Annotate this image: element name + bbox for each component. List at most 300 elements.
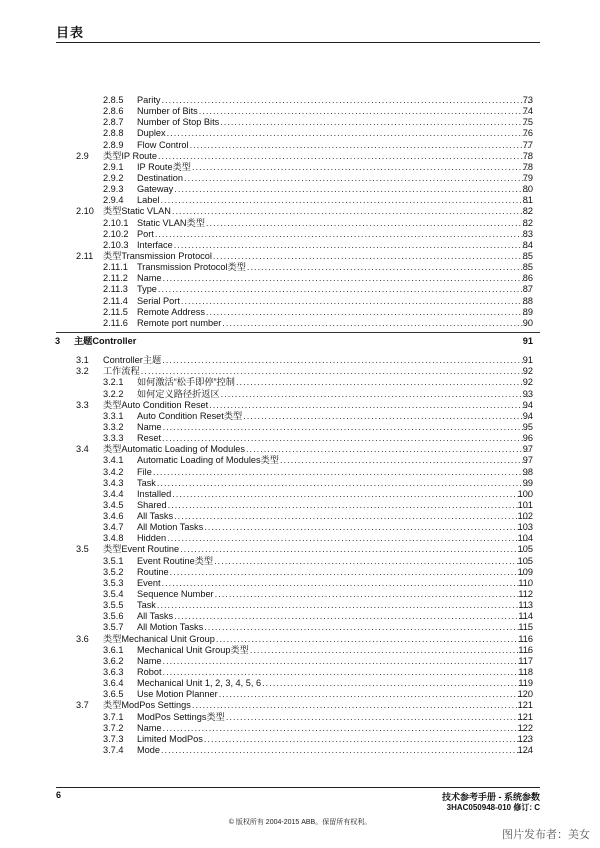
toc-entry-number: 3.6.2 — [103, 655, 124, 666]
toc-entry-title-wrap — [137, 533, 529, 544]
toc-entry[interactable] — [0, 734, 600, 745]
footer-copyright: © 版权所有 2004-2015 ABB。保留所有权利。 — [228, 819, 372, 826]
toc-entry-title: Type — [137, 284, 157, 295]
toc-entry-page: 80 — [522, 184, 533, 195]
toc-dot-leader — [204, 734, 529, 745]
toc-entry-number: 3.3.1 — [103, 410, 124, 421]
toc-entry-number: 3.6.1 — [103, 644, 124, 655]
toc-entry[interactable] — [0, 173, 600, 184]
toc-entry-number: 3.4 — [76, 444, 89, 455]
toc-entry-number: 3.2.1 — [103, 377, 124, 388]
toc-entry-title-wrap — [137, 262, 529, 273]
toc-dot-leader — [213, 251, 529, 262]
toc-entry-page: 103 — [517, 522, 533, 533]
toc-entry-number: 2.8.5 — [103, 95, 124, 105]
toc-entry[interactable] — [0, 284, 600, 295]
toc-entry-title: 类型Event Routine — [103, 544, 180, 555]
watermark-text: 图片发布者：美女 — [502, 829, 590, 841]
toc-entry-title: Static VLAN类型 — [137, 217, 205, 228]
header-rule — [56, 42, 540, 43]
toc-entry-number: 2.11.6 — [103, 317, 128, 328]
toc-entry-title-wrap — [137, 318, 529, 329]
toc-entry-number: 3.7 — [76, 700, 89, 711]
toc-entry-title-wrap — [137, 622, 529, 633]
toc-entry-page: 105 — [517, 555, 533, 566]
toc-entry-number: 3.5 — [76, 544, 89, 555]
toc-entry-title: 如何定义路径折返区 — [137, 388, 220, 399]
toc-entry-page: 123 — [517, 733, 533, 744]
toc-entry-title-wrap — [137, 578, 529, 589]
toc-entry[interactable] — [0, 478, 600, 489]
toc-entry-page: 117 — [518, 655, 533, 666]
toc-entry-title: Event — [137, 577, 161, 588]
toc-entry[interactable] — [0, 273, 600, 284]
toc-entry-page: 92 — [522, 366, 533, 377]
toc-entry-title-wrap — [137, 273, 529, 284]
toc-entry[interactable] — [0, 106, 600, 117]
toc-entry-number: 2.11.2 — [103, 273, 128, 284]
toc-entry-title: ModPos Settings类型 — [137, 711, 225, 722]
toc-dot-leader — [161, 745, 529, 756]
toc-entry-page: 97 — [522, 444, 533, 455]
toc-entry-title-wrap — [103, 400, 529, 411]
toc-entry-title-wrap — [137, 656, 529, 667]
toc-entry[interactable] — [0, 400, 600, 411]
toc-entry-title-wrap — [137, 500, 529, 511]
toc-dot-leader — [167, 533, 529, 544]
toc-entry-number: 2.8.8 — [103, 128, 124, 139]
toc-entry-title: Parity — [137, 95, 161, 105]
toc-entry[interactable] — [0, 645, 600, 656]
toc-entry[interactable] — [0, 377, 600, 388]
toc-entry-page: 91 — [522, 355, 533, 366]
toc-entry-page: 124 — [517, 745, 533, 756]
toc-entry-title: Use Motion Planner — [137, 689, 218, 700]
toc-entry-title: Task — [137, 477, 156, 488]
toc-entry-title: 工作流程 — [103, 366, 140, 377]
toc-entry-number: 2.11.1 — [103, 262, 128, 273]
toc-entry-title-wrap — [137, 600, 529, 611]
toc-entry-page: 105 — [517, 544, 533, 555]
toc-entry-title-wrap — [137, 522, 529, 533]
toc-entry-title-wrap — [137, 307, 529, 318]
toc-entry-page: 75 — [522, 117, 533, 128]
toc-dot-leader — [162, 355, 529, 366]
toc-entry[interactable] — [0, 433, 600, 444]
toc-entry-title-wrap — [137, 589, 529, 600]
toc-entry-number: 3.4.7 — [103, 522, 124, 533]
toc-entry-title-wrap — [137, 173, 529, 184]
toc-entry[interactable] — [0, 296, 600, 307]
toc-entry-title-wrap — [103, 700, 529, 711]
toc-entry-page: 81 — [522, 195, 533, 206]
toc-dot-leader — [141, 366, 529, 377]
toc-dot-leader — [160, 195, 529, 206]
toc-entry[interactable] — [0, 195, 600, 206]
toc-dot-leader — [167, 128, 529, 139]
toc-entry-number: 3.7.2 — [103, 722, 124, 733]
toc-entry[interactable] — [0, 611, 600, 622]
toc-entry-page: 114 — [518, 611, 533, 622]
toc-entry-title-wrap — [103, 366, 529, 377]
toc-dot-leader — [206, 307, 529, 318]
toc-entry-title: Transmission Protocol类型 — [137, 262, 246, 273]
toc-entry[interactable] — [0, 689, 600, 700]
toc-entry-title: Task — [137, 600, 156, 611]
toc-dot-leader — [163, 656, 529, 667]
toc-entry[interactable] — [0, 489, 600, 500]
toc-entry[interactable] — [0, 229, 600, 240]
toc-dot-leader — [163, 273, 529, 284]
toc-entry-page: 85 — [522, 250, 533, 261]
toc-dot-leader — [162, 578, 530, 589]
toc-entry-title: 类型Static VLAN — [103, 206, 171, 217]
toc-dot-leader — [174, 511, 529, 522]
toc-entry-number: 2.11.5 — [103, 306, 128, 317]
toc-dot-leader — [157, 478, 529, 489]
toc-dot-leader — [247, 262, 529, 273]
toc-dot-leader — [209, 400, 529, 411]
toc-entry-number: 2.10 — [76, 206, 94, 217]
toc-entry[interactable] — [0, 140, 600, 151]
toc-entry[interactable] — [0, 745, 600, 756]
toc-entry[interactable] — [0, 307, 600, 318]
toc-entry-number: 3.5.4 — [103, 589, 124, 600]
toc-entry-number: 2.11 — [76, 250, 94, 261]
toc-entry-title-wrap — [137, 433, 529, 444]
toc-entry[interactable] — [0, 678, 600, 689]
toc-entry[interactable] — [0, 422, 600, 433]
toc-entry[interactable] — [0, 240, 600, 251]
toc-entry[interactable] — [0, 600, 600, 611]
toc-entry-number: 3.4.6 — [103, 511, 124, 522]
toc-dot-leader — [250, 645, 529, 656]
toc-entry-title-wrap — [137, 184, 529, 195]
toc-entry[interactable] — [0, 95, 600, 106]
toc-entry-number: 3.5.3 — [103, 577, 124, 588]
toc-entry-title-wrap — [103, 444, 529, 455]
toc-entry-title: Reset — [137, 433, 162, 444]
toc-entry-page: 112 — [518, 589, 533, 600]
toc-entry-title: Hidden — [137, 533, 167, 544]
toc-entry-number: 3.4.2 — [103, 466, 124, 477]
toc-dot-leader — [221, 389, 529, 400]
page-header-title: 目表 — [56, 25, 85, 40]
toc-entry-title-wrap — [137, 611, 529, 622]
toc-entry-title: All Motion Tasks — [137, 522, 204, 533]
toc-entry-title-wrap — [137, 195, 529, 206]
toc-dot-leader — [163, 422, 529, 433]
toc-entry-title: Auto Condition Reset类型 — [137, 410, 243, 421]
toc-entry-page: 120 — [517, 689, 533, 700]
toc-entry-title-wrap — [137, 411, 529, 422]
toc-entry-number: 2.10.3 — [103, 239, 129, 250]
toc-dot-leader — [174, 184, 529, 195]
toc-dot-leader — [236, 377, 529, 388]
toc-entry-title-wrap — [137, 645, 529, 656]
toc-entry-title-wrap — [137, 95, 529, 106]
toc-dot-leader — [172, 489, 529, 500]
toc-entry-title: Limited ModPos — [137, 733, 203, 744]
toc-entry-number: 3.7.4 — [103, 745, 124, 756]
toc-entry-number: 2.9 — [76, 150, 89, 161]
toc-dot-leader — [204, 622, 529, 633]
toc-entry-page: 78 — [522, 150, 533, 161]
toc-entry[interactable] — [0, 455, 600, 466]
toc-dot-leader — [162, 95, 530, 106]
toc-entry[interactable] — [0, 184, 600, 195]
toc-entry-title-wrap — [137, 162, 529, 173]
toc-entry-title: Number of Stop Bits — [137, 117, 220, 128]
toc-entry-title: IP Route类型 — [137, 161, 191, 172]
toc-entry-number: 3.7.1 — [103, 711, 124, 722]
toc-entry-page: 73 — [522, 95, 533, 105]
chapter-rule — [56, 332, 540, 333]
toc-dot-leader — [172, 206, 529, 217]
toc-entry-title: Name — [137, 655, 162, 666]
toc-entry-title-wrap — [137, 229, 529, 240]
toc-dot-leader — [216, 634, 529, 645]
toc-entry-title: Name — [137, 421, 162, 432]
toc-entry-page: 121 — [517, 711, 533, 722]
toc-entry-title: Number of Bits — [137, 106, 198, 117]
toc-entry[interactable] — [0, 128, 600, 139]
toc-entry-number: 3.6 — [76, 633, 89, 644]
toc-entry[interactable] — [0, 567, 600, 578]
toc-entry-title: 如何激活“松手即停”控制 — [137, 377, 235, 388]
toc-entry-number: 3.4.5 — [103, 499, 124, 510]
toc-entry-number: 2.9.4 — [103, 195, 124, 206]
toc-entry-title-wrap — [137, 140, 529, 151]
toc-entry-page: 82 — [522, 206, 533, 217]
toc-entry-number: 2.9.3 — [103, 184, 124, 195]
toc-dot-leader — [243, 411, 529, 422]
toc-entry[interactable] — [0, 578, 600, 589]
toc-entry-title: File — [137, 466, 152, 477]
toc-dot-leader — [158, 284, 529, 295]
toc-entry-page: 94 — [522, 399, 533, 410]
toc-entry-title: 类型ModPos Settings — [103, 700, 191, 711]
toc-entry[interactable] — [0, 511, 600, 522]
toc-dot-leader — [184, 173, 529, 184]
toc-entry[interactable] — [0, 162, 600, 173]
toc-entry-page: 95 — [522, 421, 533, 432]
toc-entry-title-wrap — [137, 745, 529, 756]
toc-entry-number: 3.5.2 — [103, 566, 124, 577]
toc-entry-number: 3.5.5 — [103, 600, 124, 611]
toc-entry-title: Automatic Loading of Modules类型 — [137, 455, 279, 466]
toc-entry-title-wrap — [137, 723, 529, 734]
toc-dot-leader — [192, 700, 529, 711]
toc-entry[interactable] — [0, 366, 600, 377]
toc-entry-page: 83 — [522, 228, 533, 239]
toc-dot-leader — [214, 556, 529, 567]
toc-dot-leader — [220, 117, 529, 128]
toc-entry-title: Destination — [137, 172, 183, 183]
toc-entry-number: 3.5.1 — [103, 555, 124, 566]
toc-entry-title: Port — [137, 228, 154, 239]
toc-entry-page: 94 — [522, 410, 533, 421]
toc-dot-leader — [262, 678, 529, 689]
toc-entry[interactable] — [0, 533, 600, 544]
toc-entry-number: 3 — [55, 335, 61, 346]
toc-entry[interactable] — [0, 712, 600, 723]
toc-entry[interactable] — [0, 622, 600, 633]
toc-entry-title-wrap — [137, 511, 529, 522]
toc-entry-title: Installed — [137, 488, 172, 499]
toc-entry-title-wrap — [103, 151, 529, 162]
toc-entry[interactable] — [0, 389, 600, 400]
toc-entry-number: 2.11.4 — [103, 295, 128, 306]
toc-dot-leader — [168, 500, 529, 511]
toc-entry-title-wrap — [137, 422, 529, 433]
toc-dot-leader — [190, 140, 529, 151]
toc-entry[interactable] — [0, 411, 600, 422]
toc-entry-title: Routine — [137, 566, 169, 577]
toc-entry-title: Mechanical Unit Group类型 — [137, 644, 249, 655]
toc-entry-page: 97 — [522, 455, 533, 466]
toc-entry[interactable] — [0, 544, 600, 555]
toc-entry[interactable] — [0, 500, 600, 511]
toc-entry-page: 89 — [522, 306, 533, 317]
toc-entry-title: Gateway — [137, 184, 174, 195]
toc-dot-leader — [180, 544, 529, 555]
toc-entry-page: 79 — [522, 172, 533, 183]
toc-entry-page: 104 — [517, 533, 533, 544]
toc-entry-number: 3.3 — [76, 399, 89, 410]
toc-entry-title: Interface — [137, 239, 173, 250]
toc-entry[interactable] — [0, 700, 600, 711]
toc-dot-leader — [137, 336, 529, 347]
toc-entry-page: 87 — [522, 284, 533, 295]
toc-entry[interactable] — [0, 262, 600, 273]
toc-entry[interactable] — [0, 251, 600, 262]
toc-entry[interactable] — [0, 522, 600, 533]
toc-entry-title: Event Routine类型 — [137, 555, 214, 566]
toc-entry-number: 2.8.9 — [103, 139, 124, 150]
toc-entry[interactable] — [0, 355, 600, 366]
toc-entry-title: Sequence Number — [137, 589, 214, 600]
toc-entry[interactable] — [0, 318, 600, 329]
toc-dot-leader — [181, 296, 529, 307]
toc-entry-title: 类型Mechanical Unit Group — [103, 633, 215, 644]
toc-dot-leader — [174, 240, 529, 251]
toc-entry-page: 78 — [522, 161, 533, 172]
toc-entry-page: 98 — [522, 466, 533, 477]
toc-entry[interactable] — [0, 656, 600, 667]
toc-entry-title-wrap — [103, 634, 529, 645]
toc-entry[interactable] — [0, 151, 600, 162]
toc-entry-number: 3.3.3 — [103, 433, 124, 444]
toc-entry-number: 3.5.6 — [103, 611, 124, 622]
toc-entry[interactable] — [0, 556, 600, 567]
toc-entry-title-wrap — [137, 377, 529, 388]
toc-entry-title-wrap — [137, 556, 529, 567]
toc-dot-leader — [158, 151, 529, 162]
toc-entry-page: 85 — [522, 262, 533, 273]
toc-entry-page: 118 — [518, 667, 533, 678]
toc-entry[interactable] — [0, 444, 600, 455]
footer-rule — [56, 787, 540, 788]
toc-entry-page: 101 — [517, 499, 533, 510]
toc-entry[interactable] — [0, 723, 600, 734]
toc-entry-title-wrap — [137, 478, 529, 489]
toc-dot-leader — [226, 712, 529, 723]
toc-entry-page: 116 — [518, 633, 533, 644]
toc-entry[interactable] — [0, 634, 600, 645]
toc-entry-page: 102 — [517, 511, 533, 522]
toc-entry-page: 115 — [518, 622, 533, 633]
toc-entry-page: 116 — [518, 644, 533, 655]
toc-entry-page: 84 — [522, 239, 533, 250]
toc-entry-title-wrap — [137, 689, 529, 700]
toc-entry-title: Name — [137, 273, 162, 284]
toc-entry-number: 2.9.1 — [103, 161, 124, 172]
toc-entry-title-wrap — [137, 128, 529, 139]
toc-entry-number: 3.3.2 — [103, 421, 124, 432]
toc-dot-leader — [157, 600, 529, 611]
footer-manual-title: 技术参考手册 - 系统参数 — [442, 792, 540, 802]
toc-entry-number: 2.10.1 — [103, 217, 129, 228]
toc-entry-number: 3.6.4 — [103, 678, 124, 689]
toc-entry-title: 类型Auto Condition Reset — [103, 399, 209, 410]
toc-dot-leader — [204, 522, 529, 533]
toc-entry[interactable] — [0, 589, 600, 600]
toc-entry[interactable] — [0, 467, 600, 478]
toc-entry-page: 90 — [522, 317, 533, 328]
toc-entry-title: Serial Port — [137, 295, 180, 306]
toc-entry-title: All Motion Tasks — [137, 622, 204, 633]
toc-entry-page: 91 — [522, 335, 533, 346]
toc-dot-leader — [280, 455, 529, 466]
toc-entry[interactable] — [0, 336, 600, 347]
toc-dot-leader — [246, 444, 529, 455]
toc-entry-title: 类型IP Route — [103, 150, 157, 161]
toc-entry-page: 77 — [522, 139, 533, 150]
toc-dot-leader — [219, 689, 529, 700]
toc-entry-number: 3.6.5 — [103, 689, 124, 700]
toc-entry-number: 3.2 — [76, 366, 89, 377]
toc-entry-title: 类型Automatic Loading of Modules — [103, 444, 245, 455]
toc-entry-title: Duplex — [137, 128, 166, 139]
toc-entry[interactable] — [0, 218, 600, 229]
footer-page-number: 6 — [56, 790, 62, 800]
toc-entry-title-wrap — [103, 206, 529, 217]
toc-dot-leader — [199, 106, 529, 117]
toc-entry-number: 2.8.6 — [103, 106, 124, 117]
toc-dot-leader — [174, 611, 529, 622]
toc-entry-number: 2.9.2 — [103, 172, 124, 183]
toc-entry[interactable] — [0, 117, 600, 128]
toc-entry-title-wrap — [137, 667, 529, 678]
toc-entry-number: 3.5.7 — [103, 622, 124, 633]
toc-entry-title: Controller主题 — [103, 355, 162, 366]
toc-dot-leader — [163, 667, 529, 678]
toc-entry[interactable] — [0, 667, 600, 678]
toc-entry-page: 82 — [522, 217, 533, 228]
toc-entry-page: 113 — [518, 600, 533, 611]
toc-entry-title-wrap — [137, 106, 529, 117]
toc-entry-title-wrap — [137, 284, 529, 295]
toc-entry-title-wrap — [137, 734, 529, 745]
toc-entry-page: 74 — [522, 106, 533, 117]
toc-entry-title-wrap — [103, 355, 529, 366]
toc-entry-page: 76 — [522, 128, 533, 139]
toc-entry[interactable] — [0, 206, 600, 217]
toc-entry-page: 119 — [518, 678, 533, 689]
toc-entry-title-wrap — [137, 296, 529, 307]
toc-entry-page: 96 — [522, 433, 533, 444]
